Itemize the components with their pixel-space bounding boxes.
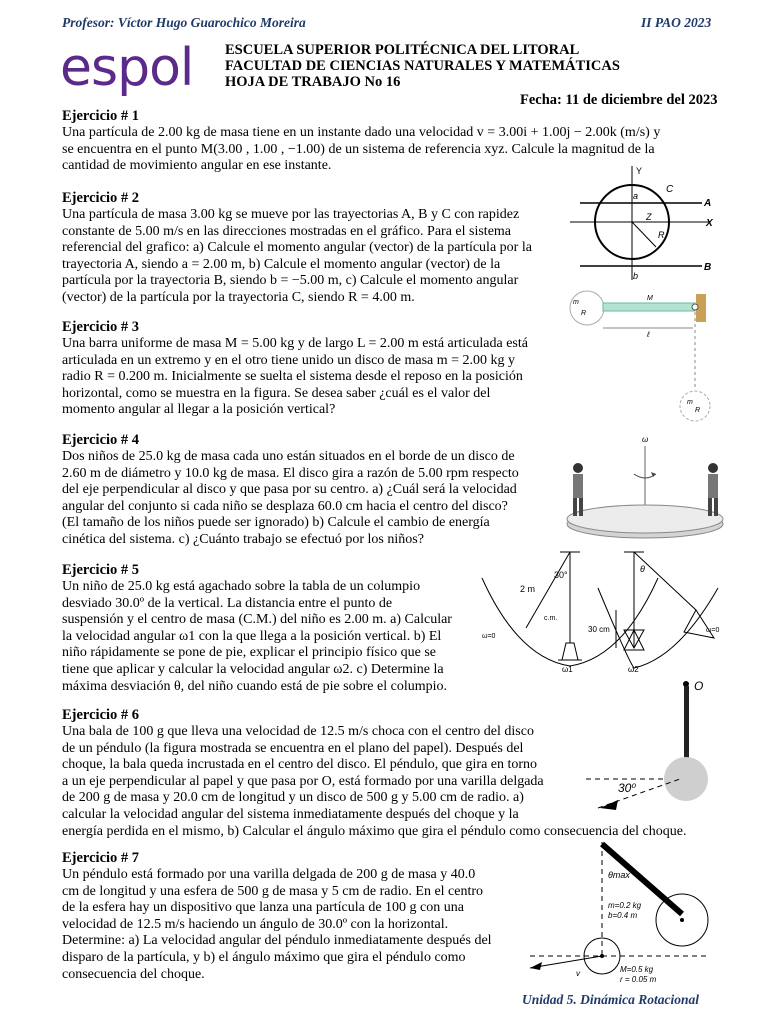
exercise-line: tiene que aplicar y calcular la velocidad angular ω2. c) Determine la	[62, 661, 444, 677]
exercise-line: (vector) de la partícula por la trayectoria C, siendo R = 4.00 m.	[62, 289, 415, 305]
exercise-line: Una partícula de masa 3.00 kg se mueve por las trayectorias A, B y C con rapidez	[62, 207, 520, 222]
label-r2: R	[695, 407, 701, 414]
label-o: O	[694, 679, 704, 693]
label-m2: m	[687, 399, 693, 406]
label-b: B	[704, 262, 712, 273]
exercise-title: Ejercicio # 4	[62, 432, 140, 448]
figure-trajectories	[570, 162, 720, 284]
exercise-line: radio R = 0.200 m. Inicialmente se suelta el sistema desde el reposo en la posición	[62, 369, 523, 385]
label-w2: ω2	[628, 665, 639, 674]
exercise-line: a un eje perpendicular al papel y que pasa por O, está formado por una varilla delgada	[62, 773, 544, 789]
exercise-line: choque, la bala queda incrustada en el centro del disco. El péndulo, que gira en torno	[62, 757, 538, 773]
professor-name: Profesor: Víctor Hugo Guarochico Moreira	[62, 15, 306, 30]
label-height: 30 cm	[588, 625, 610, 634]
label-v: v	[576, 969, 580, 978]
exercise-line: disparo de la partícula, y b) el ángulo máximo que gira el péndulo como	[62, 949, 466, 965]
exercise-line: de un péndulo (la figura mostrada se encuentra en el plano del papel). Después del	[62, 740, 524, 756]
worksheet-line: HOJA DE TRABAJO No 16	[225, 74, 401, 90]
exercise-title: Ejercicio # 5	[62, 562, 140, 578]
label-rod-length: b=0.4 m	[608, 911, 638, 920]
label-angle: 30°	[554, 570, 568, 580]
exercise-line: de la esfera hay un dispositivo que lanza una partícula de 100 g con una	[62, 900, 464, 916]
exercise-line: Un niño de 25.0 kg está agachado sobre la tabla de un columpio	[62, 579, 421, 594]
exercise-line: suspensión y el centro de masa (C.M.) del niño es 2.00 m. a) Calcular	[62, 612, 452, 628]
label-angle: 30⁰	[618, 781, 637, 795]
label-sphere-radius: r = 0.05 m	[620, 975, 657, 984]
exercise-line: cinética del sistema. c) ¿Cuánto trabajo se efectuó por los niños?	[62, 531, 424, 547]
exercise-line: velocidad de 12.5 m/s haciendo un ángulo de 30.0º con la horizontal.	[62, 916, 449, 932]
figure-bar-disk	[565, 288, 715, 428]
exercise-line: niño rápidamente se pone de pie, explicar el principio físico que se	[62, 645, 436, 661]
label-bar: M	[647, 295, 653, 302]
exercise-line: angular del conjunto si cada niño se desplaza 60.0 cm hacia el centro del disco?	[62, 498, 508, 514]
label-x: X	[706, 218, 713, 229]
exercise-line: cantidad de movimiento angular en ese instante.	[62, 158, 332, 174]
exercise-line: horizontal, como se muestra en la figura. Se desea saber ¿cuál es el valor del	[62, 385, 491, 401]
exercise-line: energía perdida en el mismo, b) Calcular el ángulo máximo que gira el péndulo como consecuencia del choque.	[62, 823, 687, 839]
label-rod-mass: m=0.2 kg	[608, 901, 642, 910]
exercise-7	[62, 850, 514, 983]
exercise-title: Ejercicio # 3	[62, 319, 140, 335]
exercise-line: Dos niños de 25.0 kg de masa cada uno están situados en el borde de un disco de	[62, 449, 515, 464]
espol-logo: espol	[60, 38, 194, 98]
label-r: R	[658, 230, 665, 240]
label-a: A	[704, 198, 712, 209]
label-theta: θ	[640, 564, 645, 574]
figure-pendulum-bullet	[580, 676, 730, 824]
exercise-3	[62, 319, 552, 419]
label-m: m	[573, 299, 579, 306]
exercise-line: 2.60 m de diámetro y 10.0 kg de masa. El disco gira a razón de 5.00 rpm respecto	[62, 465, 519, 481]
exercise-line: Un péndulo está formado por una varilla delgada de 200 g de masa y 40.0	[62, 867, 476, 882]
exercise-line: la velocidad angular ω1 con la que llega a la posición vertical. b) El	[62, 628, 442, 644]
label-z: Z	[646, 212, 652, 222]
exercise-title: Ejercicio # 7	[62, 850, 140, 866]
label-b-small: b	[633, 271, 639, 281]
exercise-5	[62, 562, 468, 695]
exercise-title: Ejercicio # 1	[62, 108, 140, 124]
exercise-2	[62, 190, 558, 307]
exercise-line: se encuentra en el punto M(3.00 , 1.00 , −1.00) de un sistema de referencia xyz. Calcule la magnitud de la	[62, 141, 655, 157]
exercise-title: Ejercicio # 6	[62, 707, 140, 723]
exercise-line: máxima desviación θ, del niño cuando está de pie sobre el columpio.	[62, 678, 447, 694]
label-omega: ω	[642, 435, 649, 444]
exercise-4	[62, 432, 548, 549]
figure-disk-children	[558, 432, 733, 547]
label-w0b: ω=0	[706, 627, 720, 634]
label-length: 2 m	[520, 584, 536, 594]
exercise-line: constante de 5.00 m/s en las direcciones mostradas en el gráfico. Para el sistema	[62, 223, 512, 239]
label-w0: ω=0	[482, 633, 496, 640]
footer-unit: Unidad 5. Dinámica Rotacional	[522, 992, 700, 1007]
institution-line: ESCUELA SUPERIOR POLITÉCNICA DEL LITORAL	[225, 42, 580, 58]
exercise-line: consecuencia del choque.	[62, 966, 205, 982]
institution-block	[225, 42, 620, 90]
exercise-line: cm de longitud y una esfera de 500 g de masa y 5 cm de radio. En el centro	[62, 883, 484, 899]
exercise-line: articulada en un extremo y en el otro tiene unido un disco de masa m = 2.00 kg y	[62, 352, 516, 368]
exercise-line: de 200 g de masa y 20.0 cm de longitud y un disco de 500 g y 5.00 cm de radio. a)	[62, 790, 524, 806]
exercise-line: Una bala de 100 g que lleva una velocidad de 12.5 m/s choca con el centro del disco	[62, 724, 534, 739]
exercise-line: Una barra uniforme de masa M = 5.00 kg y de largo L = 2.00 m está articulada está	[62, 336, 528, 351]
exercise-title: Ejercicio # 2	[62, 190, 140, 206]
label-cm: c.m.	[544, 615, 558, 622]
label-sphere-mass: M=0.5 kg	[620, 965, 654, 974]
exercise-line: desviado 30.0º de la vertical. La distancia entre el punto de	[62, 595, 393, 611]
date-label: Fecha: 11 de diciembre del 2023	[520, 92, 718, 108]
exercise-line: del eje perpendicular al disco y que pasa por su centro. a) ¿Cuál será la velocidad	[62, 482, 517, 498]
exercise-line: (El tamaño de los niños puede ser ignorado) b) Calcule el cambio de energía	[62, 515, 490, 531]
label-y: Y	[636, 166, 643, 176]
label-length: ℓ	[647, 330, 650, 339]
exercise-line: trayectoria A, siendo a = 2.00 m, b) Calcule el momento angular (vector) de la	[62, 256, 501, 272]
figure-swing	[478, 548, 730, 678]
label-w1: ω1	[562, 665, 573, 674]
label-a-small: a	[633, 191, 639, 201]
exercise-line: Determine: a) La velocidad angular del péndulo inmediatamente después del	[62, 933, 492, 949]
figure-pendulum-sphere	[520, 838, 730, 994]
exercise-line: momento angular al llegar a la posición vertical?	[62, 402, 336, 418]
term-label: II PAO 2023	[641, 15, 712, 30]
label-r: R	[581, 310, 587, 317]
exercise-line: partícula por la trayectoria B, siendo b = −5.00 m, c) Calcule el momento angular	[62, 273, 519, 289]
label-c: C	[666, 184, 674, 195]
exercise-line: Una partícula de 2.00 kg de masa tiene en un instante dado una velocidad v = 3.00i + 1.00j − 2.00k (m/s) y	[62, 125, 661, 140]
exercise-line: calcular la velocidad angular del sistema inmediatamente después del choque y la	[62, 806, 519, 822]
faculty-line: FACULTAD DE CIENCIAS NATURALES Y MATEMÁTICAS	[225, 58, 620, 74]
exercise-line: referencial del grafico: a) Calcule el momento angular (vector) de la partícula por la	[62, 240, 532, 256]
label-theta-max: θmax	[608, 870, 630, 880]
